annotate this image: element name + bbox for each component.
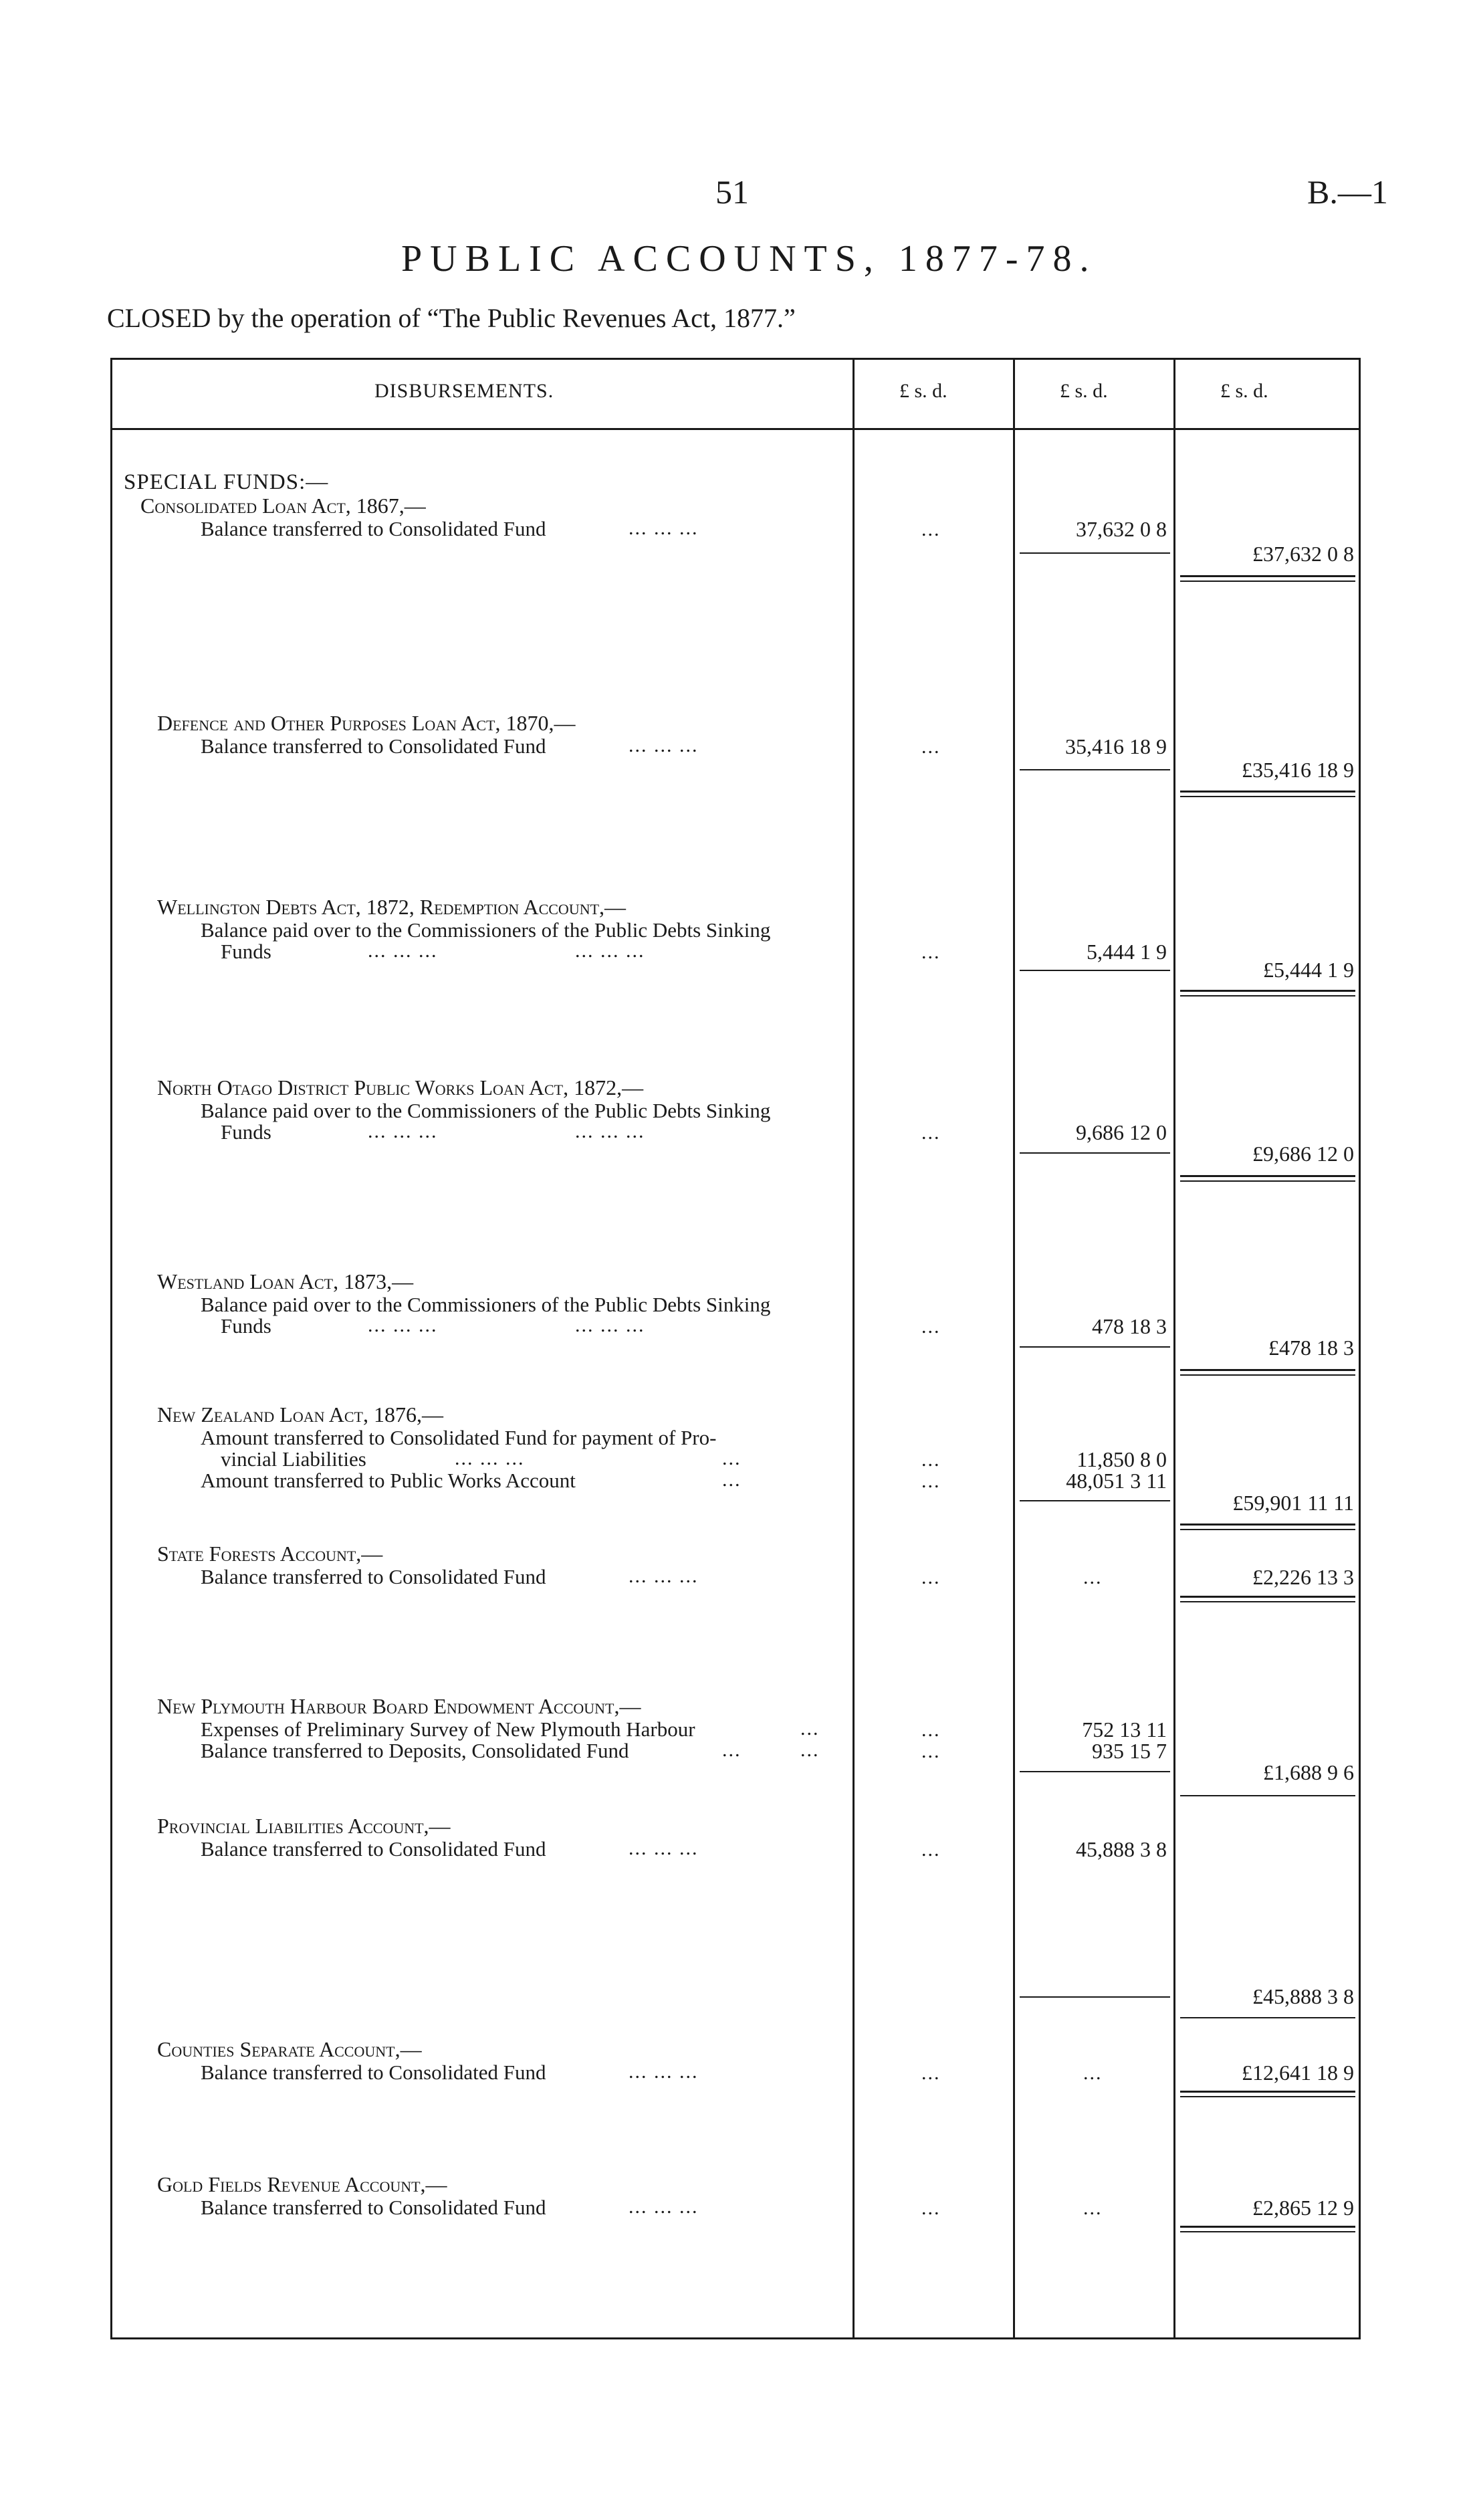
dot-leader: ... — [722, 1739, 742, 1761]
entry-line: Balance transferred to Consolidated Fund — [201, 1837, 546, 1861]
dot-leader: ... ... ... — [575, 940, 645, 962]
special-funds-heading: SPECIAL FUNDS:— — [124, 470, 329, 494]
col1-value: ... — [921, 941, 941, 963]
section-title: New Zealand Loan Act, 1876,— — [157, 1402, 443, 1427]
dot-leader: ... ... ... — [368, 1120, 438, 1142]
col1-value: ... — [921, 1839, 941, 1861]
entry-line: Funds — [221, 1314, 271, 1338]
dot-leader: ... — [722, 1469, 742, 1491]
entry-line: vincial Liabilities — [221, 1447, 366, 1471]
entry-line: Balance transferred to Consolidated Fund — [201, 2061, 546, 2084]
col1-value: ... — [921, 1122, 941, 1144]
dot-leader: ... ... ... — [629, 517, 699, 539]
col2-value: 935 15 7 — [1092, 1739, 1167, 1763]
col1-value: ... — [921, 2062, 941, 2084]
section-total: £12,641 18 9 — [1242, 2061, 1354, 2085]
section-total: £2,865 12 9 — [1252, 2196, 1354, 2220]
section-total: £9,686 12 0 — [1252, 1142, 1354, 1166]
dot-leader: ... ... ... — [455, 1447, 525, 1469]
section-title: North Otago District Public Works Loan Act, 1872,— — [157, 1075, 644, 1099]
col2-value: 752 13 11 — [1082, 1717, 1167, 1742]
col2-value: 35,416 18 9 — [1065, 734, 1167, 758]
col1-value: ... — [921, 736, 941, 758]
col2-value: ... — [1083, 2197, 1103, 2219]
entry-line: Balance paid over to the Commissioners of the Public Debts Sinking — [201, 1099, 771, 1122]
section-title: Counties Separate Account,— — [157, 2037, 422, 2061]
entry-line: Amount transferred to Consolidated Fund for payment of Pro- — [201, 1426, 717, 1449]
entry-line: Amount transferred to Public Works Account — [201, 1469, 576, 1492]
dot-leader: ... — [800, 1739, 820, 1761]
column-header-disbursements: DISBURSEMENTS. — [374, 380, 554, 402]
entry-line: Expenses of Preliminary Survey of New Plymouth Harbour — [201, 1717, 695, 1741]
col1-value: ... — [921, 1719, 941, 1741]
dot-leader: ... ... ... — [629, 2196, 699, 2218]
section-total: £59,901 11 11 — [1232, 1491, 1354, 1515]
col1-value: ... — [921, 1316, 941, 1338]
col2-value: 37,632 0 8 — [1076, 517, 1167, 541]
section-total: £1,688 9 6 — [1263, 1760, 1354, 1784]
col1-value: ... — [921, 518, 941, 540]
entry-line: Balance transferred to Consolidated Fund — [201, 1565, 546, 1588]
entry-line: Balance transferred to Deposits, Consolidated Fund — [201, 1739, 629, 1762]
dot-leader: ... ... ... — [629, 2061, 699, 2083]
section-title: Westland Loan Act, 1873,— — [157, 1269, 414, 1293]
page-title: PUBLIC ACCOUNTS, 1877-78. — [401, 238, 1097, 280]
section-title: Gold Fields Revenue Account,— — [157, 2172, 447, 2196]
section-total: £35,416 18 9 — [1242, 758, 1354, 782]
entry-line: Balance paid over to the Commissioners of the Public Debts Sinking — [201, 1293, 771, 1316]
page-number: 51 — [715, 173, 749, 211]
col1-value: ... — [921, 2197, 941, 2219]
col1-value: ... — [921, 1449, 941, 1471]
col2-value: 45,888 3 8 — [1076, 1837, 1167, 1861]
entry-line: Funds — [221, 940, 271, 963]
entry-line: Balance transferred to Consolidated Fund — [201, 734, 546, 758]
column-header-money-3: £ s. d. — [1220, 380, 1268, 402]
section-title: State Forests Account,— — [157, 1542, 383, 1566]
dot-leader: ... ... ... — [629, 1837, 699, 1859]
section-title: Provincial Liabilities Account,— — [157, 1814, 451, 1838]
section-total: £37,632 0 8 — [1252, 542, 1354, 566]
dot-leader: ... ... ... — [575, 1314, 645, 1336]
col2-value: 11,850 8 0 — [1077, 1447, 1167, 1471]
section-total: £2,226 13 3 — [1252, 1565, 1354, 1589]
col2-value: 478 18 3 — [1092, 1314, 1167, 1338]
dot-leader: ... ... ... — [368, 1314, 438, 1336]
col2-value: 48,051 3 11 — [1066, 1469, 1167, 1493]
dot-leader: ... ... ... — [629, 734, 699, 756]
dot-leader: ... ... ... — [575, 1120, 645, 1142]
entry-line: Balance transferred to Consolidated Fund — [201, 2196, 546, 2219]
col1-value: ... — [921, 1566, 941, 1588]
entry-line: Balance paid over to the Commissioners of the Public Debts Sinking — [201, 918, 771, 942]
column-header-money-2: £ s. d. — [1060, 380, 1108, 402]
document-reference: B.—1 — [1307, 173, 1388, 211]
entry-line: Balance transferred to Consolidated Fund — [201, 517, 546, 540]
section-total: £5,444 1 9 — [1263, 958, 1354, 982]
col2-value: 5,444 1 9 — [1087, 940, 1167, 964]
entry-line: Funds — [221, 1120, 271, 1144]
closed-statement: CLOSED by the operation of “The Public Revenues Act, 1877.” — [107, 303, 796, 333]
section-total: £45,888 3 8 — [1252, 1984, 1354, 2008]
section-total: £478 18 3 — [1268, 1336, 1354, 1360]
col2-value: 9,686 12 0 — [1076, 1120, 1167, 1144]
section-title: Consolidated Loan Act, 1867,— — [140, 494, 426, 518]
dot-leader: ... — [800, 1717, 820, 1740]
col2-value: ... — [1083, 2062, 1103, 2084]
col1-value: ... — [921, 1470, 941, 1492]
section-title: Wellington Debts Act, 1872, Redemption Account,— — [157, 895, 627, 919]
section-title: Defence and Other Purposes Loan Act, 1870,— — [157, 711, 576, 735]
dot-leader: ... ... ... — [629, 1565, 699, 1587]
section-title: New Plymouth Harbour Board Endowment Account,— — [157, 1694, 641, 1718]
dot-leader: ... ... ... — [368, 940, 438, 962]
dot-leader: ... — [722, 1447, 742, 1469]
column-header-money-1: £ s. d. — [899, 380, 947, 402]
col2-value: ... — [1083, 1566, 1103, 1588]
col1-value: ... — [921, 1740, 941, 1762]
